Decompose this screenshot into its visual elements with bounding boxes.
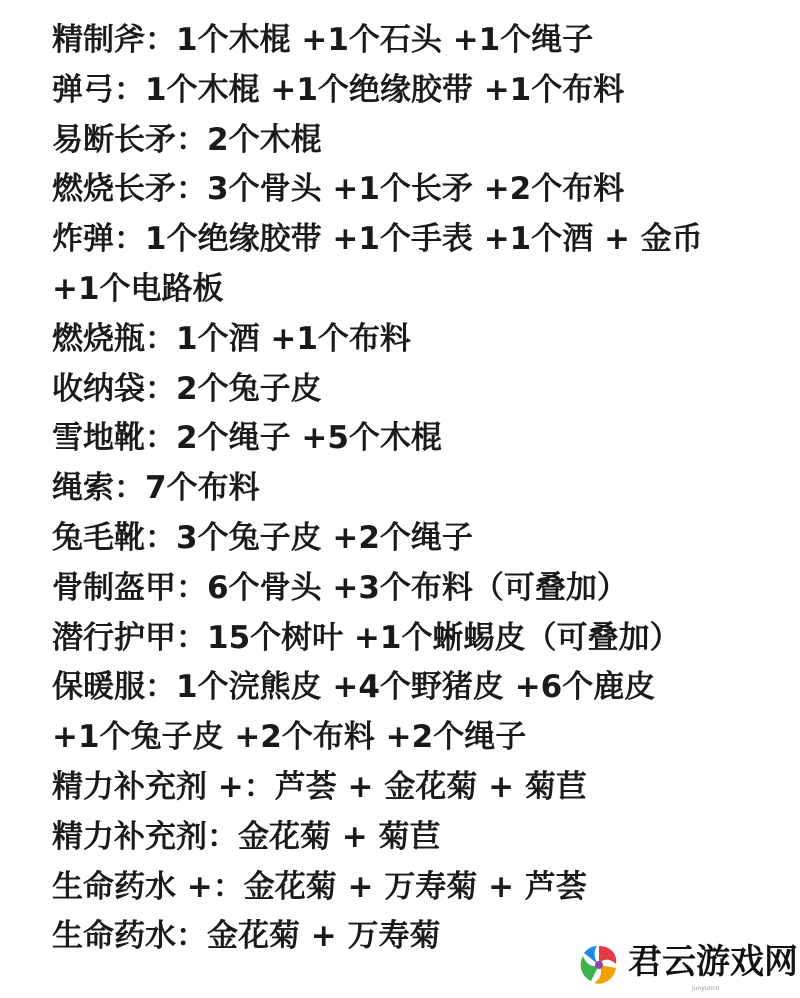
recipe-line: 潜行护甲：15个树叶 +1个蜥蜴皮（可叠加） <box>52 619 681 656</box>
recipe-line: 精制斧：1个木棍 +1个石头 +1个绳子 <box>52 22 594 58</box>
recipe-line: 弹弓：1个木棍 +1个绝缘胶带 +1个布料 <box>52 71 625 108</box>
recipe-line: +1个兔子皮 +2个布料 +2个绳子 <box>52 719 527 756</box>
recipe-line: 绳索：7个布料 <box>52 470 260 507</box>
recipe-line: 雪地靴：2个绳子 +5个木棍 <box>52 420 442 457</box>
colorful-swirl-logo-icon <box>576 942 622 988</box>
recipe-line: 兔毛靴：3个兔子皮 +2个绳子 <box>52 519 473 556</box>
recipe-line: 易断长矛：2个木棍 <box>52 121 322 158</box>
watermark-text: 君云游戏网 <box>628 942 798 982</box>
recipe-line: 燃烧瓶：1个酒 +1个布料 <box>52 320 411 357</box>
recipe-line: 炸弹：1个绝缘胶带 +1个手表 +1个酒 + 金币 <box>52 221 703 258</box>
recipe-line: 精力补充剂：金花菊 + 菊苣 <box>52 818 441 855</box>
recipe-line: 精力补充剂 +：芦荟 + 金花菊 + 菊苣 <box>52 768 587 805</box>
recipe-line: 燃烧长矛：3个骨头 +1个长矛 +2个布料 <box>52 171 625 208</box>
watermark <box>570 938 798 994</box>
recipe-list <box>52 16 780 962</box>
recipe-line: +1个电路板 <box>52 270 224 307</box>
recipe-line: 生命药水：金花菊 + 万寿菊 <box>52 918 441 955</box>
recipe-line: 保暖服：1个浣熊皮 +4个野猪皮 +6个鹿皮 <box>52 669 656 706</box>
recipe-line: 骨制盔甲：6个骨头 +3个布料（可叠加） <box>52 569 628 606</box>
recipe-line: 生命药水 +：金花菊 + 万寿菊 + 芦荟 <box>52 868 587 905</box>
watermark-url: junyuncn <box>692 985 720 992</box>
recipe-line: 收纳袋：2个兔子皮 <box>52 370 322 407</box>
